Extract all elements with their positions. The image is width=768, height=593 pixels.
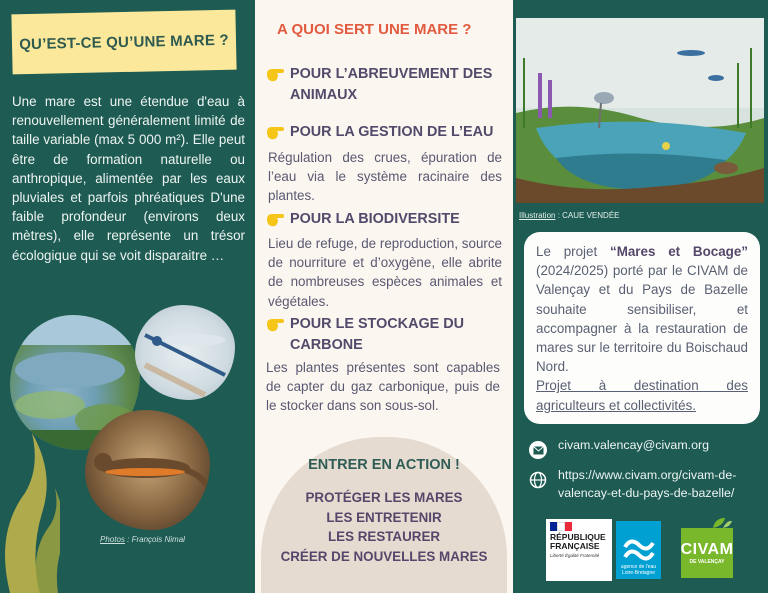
- newt-photo: [85, 410, 210, 530]
- middle-panel: [255, 0, 513, 593]
- project-intro: Le projet: [536, 244, 610, 259]
- action-item: LES RESTAURER: [327, 529, 441, 544]
- action-item: PROTÉGER LES MARES: [305, 490, 463, 505]
- project-text: (2024/2025) porté par le CIVAM de Valençay et du Pays de Bazelle souhaite sensibiliser, et accompagner à la restauration de mares sur le territoire du Boischaud Nord.: [536, 263, 748, 375]
- globe-icon: [529, 471, 547, 489]
- section-text-biodiversite: Lieu de refuge, de reproduction, source de nourriture et d’oxygène, elle abrite de nombreuses espèces animales et végétales.: [268, 236, 502, 309]
- email-link[interactable]: civam.valencay@civam.org: [558, 438, 709, 452]
- french-flag-icon: [550, 522, 572, 531]
- project-name: “Mares et Bocage”: [610, 244, 748, 259]
- photo-credit: [100, 535, 185, 544]
- damselfly-photo: [135, 305, 235, 400]
- pointing-hand-icon: [265, 123, 285, 141]
- action-list: [255, 488, 513, 566]
- ae-text: agence de l'eau Loire-Bretagne: [620, 564, 657, 576]
- action-title: ENTRER EN ACTION !: [308, 457, 460, 473]
- rf-title: RÉPUBLIQUE FRANÇAISE: [550, 532, 606, 551]
- email-icon: [529, 441, 547, 459]
- project-card: [524, 232, 760, 424]
- section-text-eau: Régulation des crues, épuration de l’eau via le système racinaire des plantes.: [268, 150, 502, 204]
- section-heading-abreuvement: POUR L’ABREUVEMENT DES ANIMAUX: [265, 64, 505, 106]
- project-target: Projet à destination des agriculteurs et collectivités.: [536, 378, 748, 413]
- pointing-hand-icon: [265, 210, 285, 228]
- pond-ecosystem-illustration: [516, 18, 764, 203]
- republique-francaise-logo: [546, 519, 612, 581]
- illustration-credit-label: Illustration: [519, 211, 556, 220]
- civam-logo: [681, 528, 733, 578]
- illustration-credit: [519, 211, 619, 220]
- seaweed-decoration: [0, 433, 60, 593]
- left-title-box: [11, 10, 236, 75]
- photo-credit-label: Photos: [100, 535, 125, 544]
- middle-title: A QUOI SERT UNE MARE ?: [277, 21, 472, 38]
- illustration-credit-name: : CAUE VENDÉE: [555, 211, 620, 220]
- civam-name: CIVAM: [680, 541, 734, 558]
- photo-credit-name: : François Nimal: [124, 535, 185, 544]
- newt-art: [85, 410, 210, 530]
- section-heading-eau: POUR LA GESTION DE L’EAU: [265, 122, 510, 143]
- civam-sub: DE VALENÇAY: [689, 559, 725, 565]
- left-description: Une mare est une étendue d'eau à renouvellement généralement limité de taille variable (max 5 000 m²). Elle peut être de formation naturelle ou anthropique, alimentée par les eaux pluviales et parfois phréatiques D'une faible profondeur (environs deux mètres), elle représente un trésor écologique qui se voit disparaitre …: [12, 94, 245, 263]
- pointing-hand-icon: [265, 315, 285, 333]
- rf-motto: Liberté Égalité Fraternité: [550, 553, 600, 558]
- pointing-hand-icon: [265, 65, 285, 83]
- action-item: CRÉER DE NOUVELLES MARES: [280, 548, 488, 564]
- section-text-carbone: Les plantes présentes sont capables de capter du gaz carbonique, puis de le stocker dans son sous-sol.: [266, 360, 500, 414]
- website-link[interactable]: https://www.civam.org/civam-de-valencay-et-du-pays-de-bazelle/: [558, 468, 737, 500]
- section-heading-biodiversite: POUR LA BIODIVERSITE: [265, 209, 505, 230]
- agence-de-leau-logo: [616, 521, 661, 579]
- left-title: QU’EST-CE QU’UNE MARE ?: [19, 31, 229, 53]
- section-heading-carbone: POUR LE STOCKAGE DU CARBONE: [265, 314, 500, 356]
- leaf-icon: [711, 516, 733, 530]
- left-panel: [0, 0, 255, 593]
- action-item: LES ENTRETENIR: [326, 509, 442, 525]
- damselfly-art: [135, 305, 235, 400]
- wave-logo-icon: [621, 535, 657, 565]
